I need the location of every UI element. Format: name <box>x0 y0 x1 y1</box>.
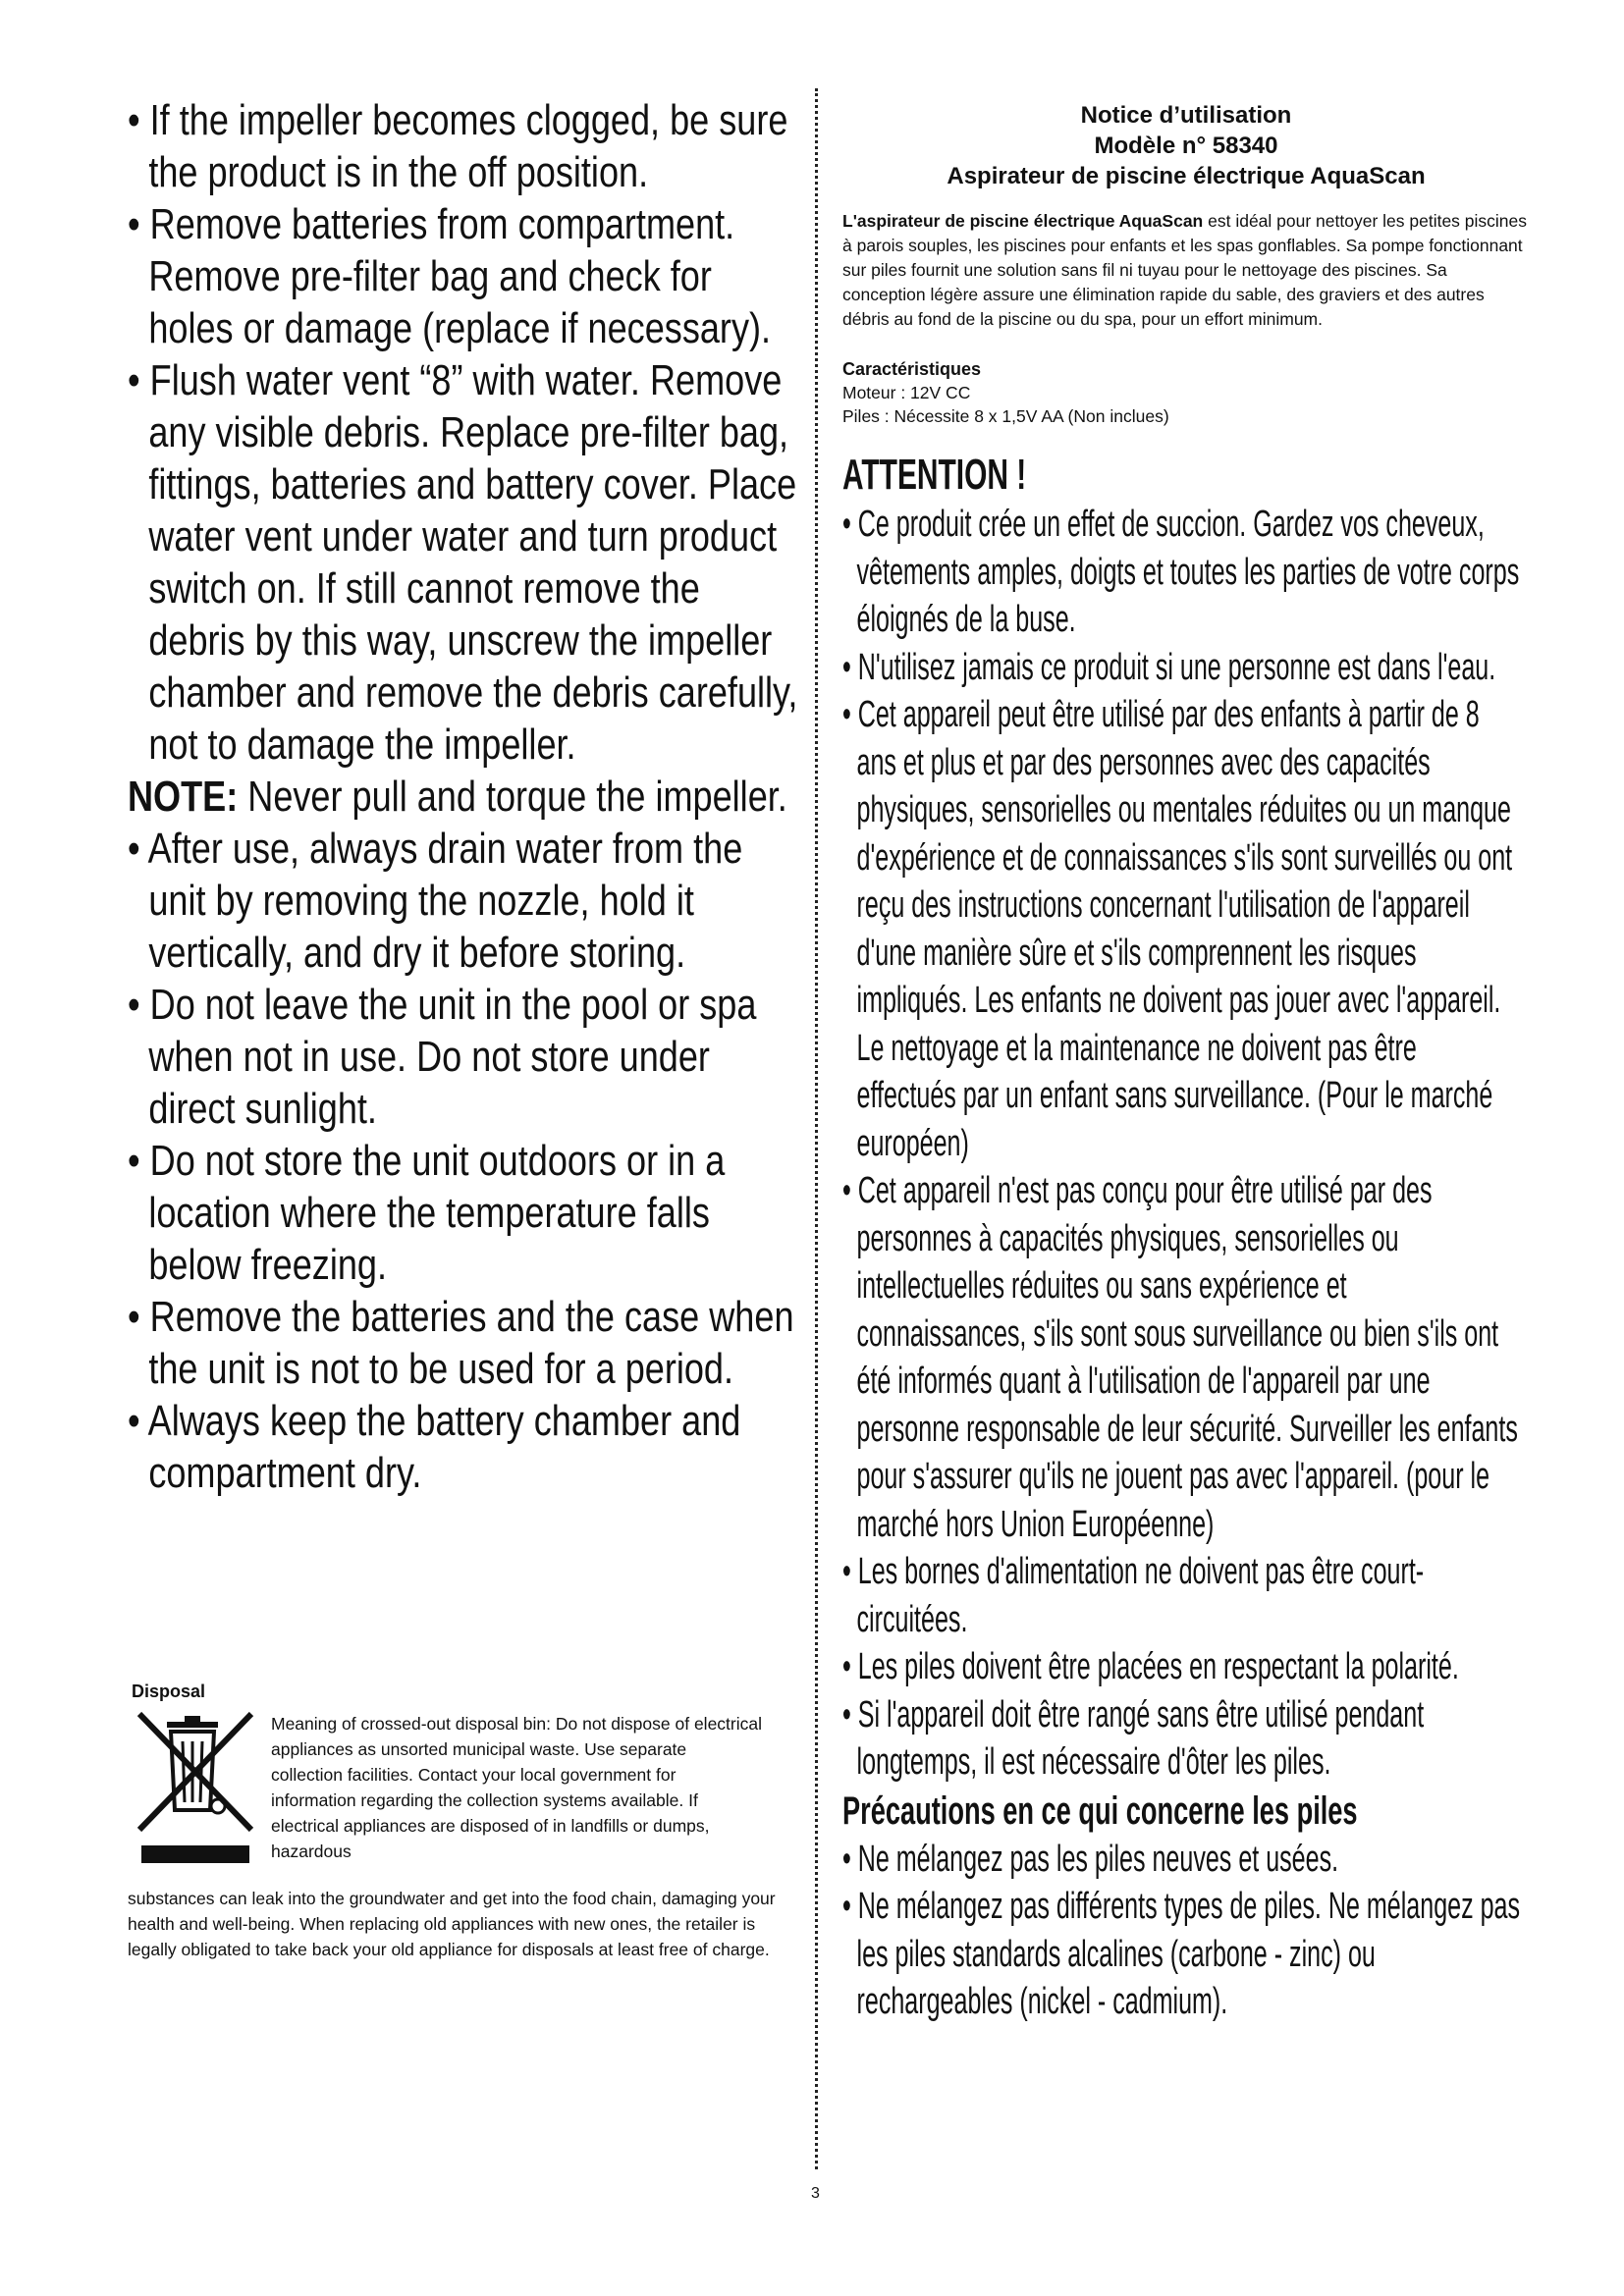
fr-item-person-in-water: • N'utilisez jamais ce produit si une personne est dans l'eau. <box>842 646 1496 688</box>
intro-bold: L'aspirateur de piscine électrique AquaScan <box>842 211 1204 231</box>
disposal-text: Meaning of crossed-out disposal bin: Do not dispose of electrical appliances as unsorted municipal waste. Use separate collection facilities. Contact your local government for information regarding the collection systems available. If electrical appliances are disposed of in landfills or dumps, hazardous <box>271 1714 762 1861</box>
right-column <box>842 100 1530 2026</box>
fr-item-short-circuit: • Les bornes d'alimentation ne doivent pas être court-circuitées. <box>842 1551 1425 1640</box>
left-column <box>128 94 805 1499</box>
en-item-keep-dry: • Always keep the battery chamber and compartment dry. <box>128 1397 741 1497</box>
en-item-flush-vent: • Flush water vent “8” with water. Remove any visible debris. Replace pre-filter bag, fittings, batteries and battery cover. Place water vent under water and turn product switch on. If still cannot remove the debris by this way, unscrew the impeller chamber and remove the debris carefully, not to damage the impeller. <box>128 356 798 769</box>
en-item-do-not-store: • Do not store the unit outdoors or in a location where the temperature falls below freezing. <box>128 1137 726 1289</box>
en-item-drain-water: • After use, always drain water from the unit by removing the nozzle, hold it vertically, and dry it before storing. <box>128 825 743 977</box>
disposal-title: Disposal <box>132 1682 206 1701</box>
en-item-remove-batteries: • Remove batteries from compartment. Remove pre-filter bag and check for holes or damage (replace if necessary). <box>128 200 772 352</box>
en-note <box>128 771 805 823</box>
fr-item-remove-batteries: • Si l'appareil doit être rangé sans être utilisé pendant longtemps, il est nécessaire d'ôter les piles. <box>842 1693 1425 1783</box>
battery-precautions-heading: Précautions en ce qui concerne les piles <box>842 1789 1358 1833</box>
en-item-do-not-leave: • Do not leave the unit in the pool or spa when not in use. Do not store under direct sunlight. <box>128 981 757 1133</box>
fr-item-suction: • Ce produit crée un effet de succion. Gardez vos cheveux, vêtements amples, doigts et toutes les parties de votre corps éloignés de la buse. <box>842 504 1520 640</box>
intro-paragraph <box>842 209 1530 332</box>
note-label: NOTE: <box>128 773 239 821</box>
fr-item-children-eu: • Cet appareil peut être utilisé par des enfants à partir de 8 ans et plus et par des personnes avec des capacités physiques, sensorielles ou mentales réduites ou un manque d'expérience et de connaissances s'ils sont surveillés ou ont reçu des instructions concernant l'utilisation de l'appareil d'une manière sûre et s'ils comprennent les risques impliqués. Les enfants ne doivent pas jouer avec l'appareil. Le nettoyage et la maintenance ne doivent pas être effectués par un enfant sans surveillance. (Pour le marché européen) <box>842 694 1513 1164</box>
crossed-bin-icon <box>132 1708 259 1865</box>
disposal-text-continued: substances can leak into the groundwater and get into the food chain, damaging your health and well-being. When replacing old appliances with new ones, the retailer is legally obligated to take back your old appliance for disposals at least free of charge. <box>128 1889 776 1959</box>
model-number: Modèle n° 58340 <box>1094 133 1278 159</box>
intro-rest: est idéal pour nettoyer les petites piscines à parois souples, les piscines pour enfants et les spas gonflables. Sa pompe fonctionnant sur piles fournit une solution sans fil ni tuyau pour le nettoyage des piscines. Sa conception légère assure une élimination rapide du sable, des graviers et des autres débris au fond de la piscine ou du spa, pour un effort minimum. <box>842 211 1528 329</box>
fr-item-polarity: • Les piles doivent être placées en respectant la polarité. <box>842 1646 1459 1687</box>
attention-heading: ATTENTION ! <box>842 451 1027 499</box>
column-divider <box>815 88 818 2169</box>
page-number: 3 <box>811 2185 820 2202</box>
note-text: Never pull and torque the impeller. <box>238 773 787 821</box>
spec-batteries: Piles : Nécessite 8 x 1,5V AA (Non inclues) <box>842 406 1169 426</box>
specs-title: Caractéristiques <box>842 359 982 379</box>
product-title: Aspirateur de piscine électrique AquaScan <box>947 163 1426 189</box>
fr-item-mix-types: • Ne mélangez pas différents types de piles. Ne mélangez pas les piles standards alcalines (carbone - zinc) ou rechargeables (nickel - cadmium). <box>842 1886 1521 2022</box>
spec-motor: Moteur : 12V CC <box>842 383 971 402</box>
en-item-remove-case: • Remove the batteries and the case when the unit is not to be used for a period. <box>128 1293 794 1393</box>
en-item-impeller-clogged: • If the impeller becomes clogged, be sure the product is in the off position. <box>128 96 788 196</box>
fr-item-mix-new-old: • Ne mélangez pas les piles neuves et usées. <box>842 1838 1339 1880</box>
fr-item-children-non-eu: • Cet appareil n'est pas conçu pour être utilisé par des personnes à capacités physiques, sensorielles ou intellectuelles réduites ou sans expérience et connaissances, s'ils sont sous surveillance ou bien s'ils ont été informés quant à l'utilisation de l'appareil par une personne responsable de leur sécurité. Surveiller les enfants pour s'assurer qu'ils ne jouent pas avec l'appareil. (pour le marché hors Union Européenne) <box>842 1170 1518 1545</box>
notice-title: Notice d’utilisation <box>1080 102 1292 129</box>
